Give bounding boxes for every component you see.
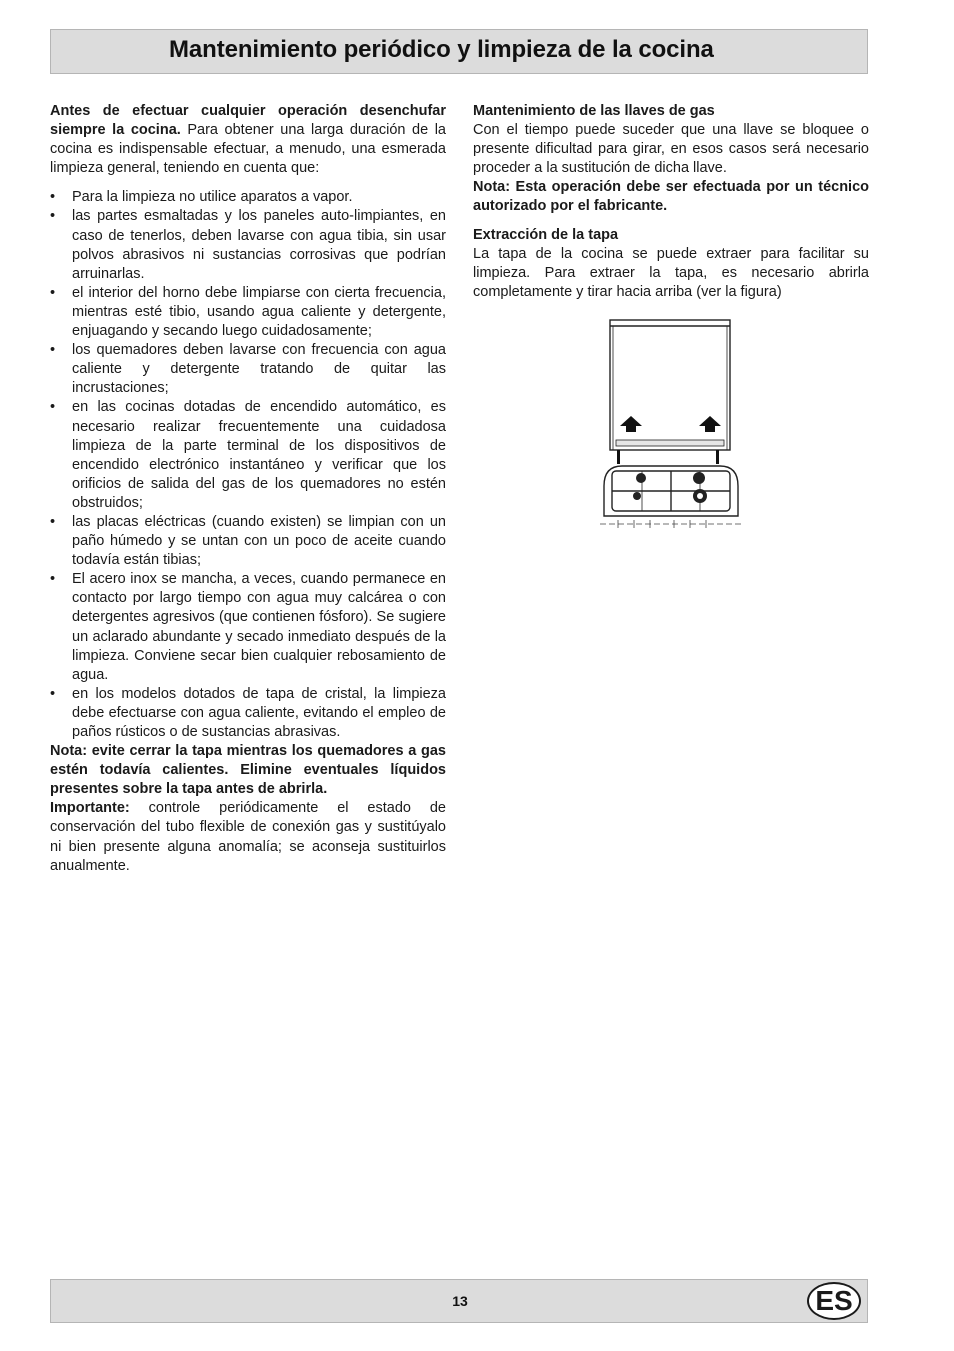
page-title: Mantenimiento periódico y limpieza de la cocina (169, 36, 714, 63)
gas-valves-heading: Mantenimiento de las llaves de gas (473, 103, 715, 119)
lid-hinges (617, 450, 719, 464)
left-column (50, 102, 446, 876)
list-item: • las partes esmaltadas y los paneles auto-limpiantes, en caso de tenerlos, deben lavarse con agua tibia, sin usar polvos abrasivos ni sustancias corrosivas que podrían arruinarlas. (50, 207, 446, 283)
gas-valves-text: Con el tiempo puede suceder que una llave se bloquee o presente dificultad para girar, en esos casos será necesario proceder a la sustitución de dicha llave. (473, 122, 869, 177)
intro-paragraph (50, 102, 446, 178)
cooktop (604, 466, 738, 516)
important-paragraph (50, 799, 446, 875)
footer-bar (50, 1279, 868, 1323)
gas-valves-note-bold: Nota: Esta operación debe ser efectuada por un técnico autorizado por el fabricante. (473, 179, 869, 215)
list-item: • El acero inox se mancha, a veces, cuando permanece en contacto por largo tiempo con agua muy calcárea o con detergentes agresivos (que contienen fósforo). Se sugiere un aclarado abundante y secado inmediato después de la limpieza. Conviene secar bien cualquier rebosamiento de agua. (50, 570, 446, 685)
list-item: • en las cocinas dotadas de encendido automático, es necesario realizar frecuentemente una cuidadosa limpieza de la parte terminal de los dispositivos de encendido electrónico instantáneo y verificar que los orificios de salida del gas de los quemadores no estén obstruidos; (50, 398, 446, 513)
list-item: • los quemadores deben lavarse con frecuencia con agua caliente y detergente tratando de quitar las incrustaciones; (50, 341, 446, 398)
important-label: Importante: (50, 800, 130, 817)
control-knobs (600, 520, 742, 528)
lid-removal-figure (598, 318, 744, 528)
language-badge: ES (807, 1282, 861, 1320)
note-paragraph (50, 742, 446, 799)
important-text: controle periódicamente el estado de conservación del tubo flexible de conexión gas y sustitúyalo ni bien presente alguna anomalía; se aconseja sustituirlos anualmente. (50, 800, 446, 874)
list-item: • Para la limpieza no utilice aparatos a vapor. (50, 188, 446, 207)
page-number: 13 (452, 1293, 468, 1309)
header-bar (50, 29, 868, 74)
note-bold: Nota: evite cerrar la tapa mientras los quemadores a gas estén todavía calientes. Elimine eventuales líquidos presentes sobre la tapa antes de abrirla. (50, 743, 446, 798)
gas-valves-note (473, 178, 869, 216)
right-column (473, 102, 869, 302)
cleaning-list (50, 188, 446, 742)
list-item: • en los modelos dotados de tapa de cristal, la limpieza debe efectuarse con agua caliente, evitando el empleo de paños rústicos o de sustancias abrasivas. (50, 685, 446, 742)
intro-text: Para obtener una larga duración de la cocina es indispensable efectuar, a menudo, una esmerada limpieza general, teniendo en cuenta que: (50, 122, 446, 177)
list-item: • el interior del horno debe limpiarse con cierta frecuencia, mientras esté tibio, usando agua caliente y detergente, enjuagando y secando luego cuidadosamente; (50, 284, 446, 341)
lid-removal-text: La tapa de la cocina se puede extraer para facilitar su limpieza. Para extraer la tapa, es necesario abrirla completamente y tirar hacia arriba (ver la figura) (473, 245, 869, 300)
intro-bold: Antes de efectuar cualquier operación desenchufar siempre la cocina. (50, 103, 446, 139)
list-item: • las placas eléctricas (cuando existen) se limpian con un paño húmedo y se untan con un poco de aceite cuando todavía están tibias; (50, 513, 446, 570)
spacer (473, 217, 869, 226)
lid-removal-heading: Extracción de la tapa (473, 226, 619, 243)
